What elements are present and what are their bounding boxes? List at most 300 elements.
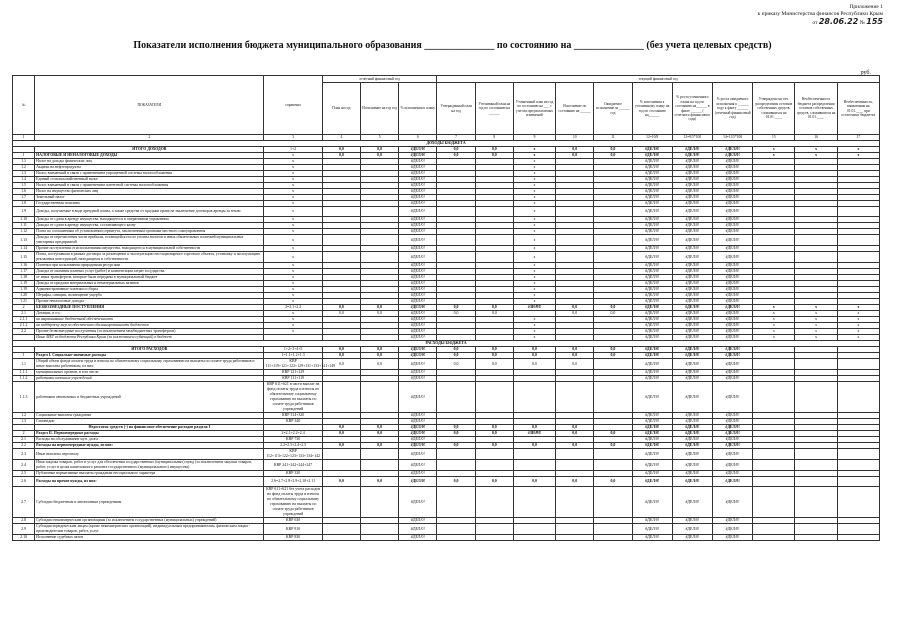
row-value (513, 524, 555, 535)
row-value (753, 382, 795, 413)
row-value: x (513, 207, 555, 217)
row-value: 0,0 (594, 305, 632, 311)
row-name: НАЛОГОВЫЕ И НЕНАЛОГОВЫЕ ДОХОДЫ (35, 153, 264, 159)
row-value: x (837, 317, 879, 323)
row-formula: 2=2.1+2.2+2.4 (264, 431, 322, 437)
row-value: #ДЕЛ/0! (713, 487, 753, 518)
row-value: #ДЕЛ/0! (713, 287, 753, 293)
row-formula: x (264, 287, 322, 293)
row-name: на выравнивание бюджетной обеспеченности (35, 317, 264, 323)
row-formula: КВР 314+320 (264, 413, 322, 419)
row-formula: КВР 340 (264, 419, 322, 425)
row-value: #ДЕЛ/0! (399, 376, 437, 382)
row-value: 0,0 (437, 431, 475, 437)
row-value: #ДЕЛ/0! (672, 229, 712, 235)
row-value: #ДЕЛ/0! (713, 275, 753, 281)
row-name: Субсидии бюджетным и автономным учреждениям (35, 487, 264, 518)
row-value: x (795, 317, 837, 323)
header-formula: справочно (264, 76, 322, 135)
row-value: #ДЕЛ/0! (399, 207, 437, 217)
handwritten-number: 155 (866, 17, 883, 26)
row-name: Платежи при пользовании природными ресурсами (35, 263, 264, 269)
row-formula: КВР 830 (264, 535, 322, 541)
table-row (13, 487, 880, 518)
row-value: #ДЕЛ/0! (399, 195, 437, 201)
row-name: Плата по соглашениям об установлении сервитута, заключенным органами местного самоуправления (35, 229, 264, 235)
row-value: #ДЕЛ/0! (713, 460, 753, 471)
row-value (753, 535, 795, 541)
row-number: 2.2 (13, 443, 35, 449)
row-value: #ДЕЛ/0! (672, 382, 712, 413)
row-value: #ДЕЛ/0! (672, 535, 712, 541)
row-value: #ДЕЛ/0! (672, 269, 712, 275)
row-value: #ДЕЛ/0! (672, 189, 712, 195)
row-value: #ДЕЛ/0! (399, 165, 437, 171)
row-number: 1.5 (13, 183, 35, 189)
row-value: 0,0 (322, 311, 360, 317)
row-number: 1.15 (13, 252, 35, 263)
row-value: #ДЕЛ/0! (399, 477, 437, 487)
row-value: #ДЕЛ/0! (672, 223, 712, 229)
row-name: БЕЗВОЗМЕЗДНЫЕ ПОСТУПЛЕНИЯ (35, 305, 264, 311)
row-value: #ДЕЛ/0! (672, 449, 712, 460)
row-value: x (837, 147, 879, 153)
row-value (556, 207, 594, 217)
row-number: 1.13 (13, 235, 35, 246)
row-value: #ДЕЛ/0! (632, 311, 672, 317)
header-subcol: % роста ожидаемого исполнения к ______ году к факту ______ (отчетный финансовый год) (713, 83, 753, 135)
row-value (556, 535, 594, 541)
row-value (594, 460, 632, 471)
row-value (753, 252, 795, 263)
row-value: #ДЕЛ/0! (399, 329, 437, 335)
row-value: 0,0 (360, 305, 398, 311)
row-number: 1.19 (13, 287, 35, 293)
row-value: #ДЕЛ/0! (672, 477, 712, 487)
row-value: x (753, 153, 795, 159)
row-value (795, 524, 837, 535)
row-value (437, 487, 475, 518)
row-number: 2.9 (13, 524, 35, 535)
row-value: x (795, 311, 837, 317)
row-value (513, 449, 555, 460)
row-value: #ДЕЛ/0! (713, 382, 753, 413)
row-value: 0,0 (513, 353, 555, 359)
row-value (322, 235, 360, 246)
row-value: x (795, 153, 837, 159)
row-value: #ДЕЛ/0! (399, 518, 437, 524)
row-value: #ДЕЛ/0! (713, 347, 753, 353)
row-value: #ДЕЛ/0! (672, 425, 712, 431)
row-value: #ДЕЛ/0! (713, 477, 753, 487)
row-formula: x (264, 165, 322, 171)
row-value: #ДЕЛ/0! (632, 535, 672, 541)
row-value (475, 235, 513, 246)
row-value (753, 449, 795, 460)
row-name: Государственная пошлина (35, 201, 264, 207)
row-name: Доходы от продажи материальных и нематериальных активов (35, 281, 264, 287)
row-value (360, 460, 398, 471)
row-value: #ДЕЛ/0! (632, 299, 672, 305)
row-name: Доходы от сдачи в аренду имущества, составляющего казну (35, 223, 264, 229)
row-formula: x (264, 217, 322, 223)
row-value: #ДЕЛ/0! (672, 305, 712, 311)
row-value: #ДЕЛ/0! (672, 323, 712, 329)
row-value: 0,0 (360, 311, 398, 317)
row-value: #ДЕЛ/0! (632, 524, 672, 535)
row-name: Доходы от оказания платных услуг (работ) и компенсации затрат государства (35, 269, 264, 275)
row-value: 0,0 (322, 477, 360, 487)
row-value (437, 535, 475, 541)
column-number: 11 (594, 135, 632, 141)
column-number: 15 (753, 135, 795, 141)
row-value: #ДЕЛ/0! (399, 299, 437, 305)
row-value: 0,0 (322, 431, 360, 437)
row-value: #ДЕЛ/0! (399, 419, 437, 425)
row-formula: 2=2.1+2.2 (264, 305, 322, 311)
row-name: Дотации, в т.ч.: (35, 311, 264, 317)
row-formula: x (264, 153, 322, 159)
row-value: 0,0 (475, 347, 513, 353)
row-value: x (753, 311, 795, 317)
row-name: Доходы от перечисления части прибыли, остающейся после уплаты налогов и иных обязательных платежей муниципальных унитарных предприятий (35, 235, 264, 246)
row-formula: КВР 630 (264, 518, 322, 524)
row-value: x (513, 269, 555, 275)
row-value: #ДЕЛ/0! (399, 269, 437, 275)
row-formula: КВР 810 (264, 524, 322, 535)
row-value: #ДЕЛ/0! (399, 171, 437, 177)
row-value: #ДЕЛ/0! (399, 252, 437, 263)
row-value: 0,0 (594, 477, 632, 487)
row-name: Социальные выплаты гражданам (35, 413, 264, 419)
row-value: x (513, 281, 555, 287)
row-value: 0,0 (475, 431, 513, 437)
row-number: 1.4 (13, 177, 35, 183)
row-value: #ДЕЛ/0! (632, 317, 672, 323)
row-value: #ЗНАЧ! (513, 431, 555, 437)
row-value: #ДЕЛ/0! (399, 246, 437, 252)
row-name: на поддержку мер по обеспечению сбалансированности бюджетов (35, 323, 264, 329)
row-value: #ДЕЛ/0! (632, 347, 672, 353)
row-value: x (513, 195, 555, 201)
column-number: 2 (35, 135, 264, 141)
row-value: #ДЕЛ/0! (399, 189, 437, 195)
row-value: #ДЕЛ/0! (632, 353, 672, 359)
row-value: 0,0 (437, 305, 475, 311)
row-value: #ДЕЛ/0! (672, 235, 712, 246)
column-number: 17 (837, 135, 879, 141)
row-value: 0,0 (437, 311, 475, 317)
row-value: #ДЕЛ/0! (713, 171, 753, 177)
row-value: x (837, 311, 879, 317)
row-value (556, 460, 594, 471)
row-value: #ДЕЛ/0! (713, 329, 753, 335)
row-value: 0,0 (594, 443, 632, 449)
row-value (837, 359, 879, 370)
row-value: #ДЕЛ/0! (399, 217, 437, 223)
row-value (437, 449, 475, 460)
row-value: 0,0 (322, 147, 360, 153)
row-value: x (513, 252, 555, 263)
row-value (594, 535, 632, 541)
row-name: Исполнение судебных актов (35, 535, 264, 541)
row-value (795, 477, 837, 487)
row-value (594, 235, 632, 246)
row-value (594, 207, 632, 217)
row-value: #ДЕЛ/0! (399, 305, 437, 311)
column-number: 4 (322, 135, 360, 141)
row-value: #ДЕЛ/0! (672, 353, 712, 359)
column-number: 10 (556, 135, 594, 141)
row-value: #ДЕЛ/0! (672, 275, 712, 281)
row-value: #ДЕЛ/0! (672, 246, 712, 252)
row-value: #ДЕЛ/0! (713, 443, 753, 449)
row-value: x (837, 335, 879, 341)
header-cur-year: текущий финансовый год (437, 76, 880, 83)
row-value (753, 359, 795, 370)
row-value: #ДЕЛ/0! (399, 275, 437, 281)
row-value: x (513, 263, 555, 269)
row-formula: 2.2=2.3+2.4+2.5 (264, 443, 322, 449)
table-body (13, 141, 880, 541)
row-value: #ДЕЛ/0! (672, 252, 712, 263)
row-value: x (513, 293, 555, 299)
row-value: #ДЕЛ/0! (672, 359, 712, 370)
row-name: Общий объем фонда оплаты труда и взносы по обязательному социальному страхованию на выплаты по оплате труда работников и иные выплаты работникам, из них: (35, 359, 264, 370)
row-number: 1.12 (13, 229, 35, 235)
row-value (753, 524, 795, 535)
row-formula: 1=1.1+1.2+1.3 (264, 353, 322, 359)
row-number: 1.3 (13, 171, 35, 177)
row-value: #ДЕЛ/0! (632, 287, 672, 293)
row-value (513, 487, 555, 518)
row-value: 0,0 (556, 147, 594, 153)
row-value: #ДЕЛ/0! (713, 165, 753, 171)
row-value: x (513, 147, 555, 153)
row-value: x (753, 317, 795, 323)
row-name: Прочие безвозмездные поступления (за исключением межбюджетных трансфертов) (35, 329, 264, 335)
row-value: #ДЕЛ/0! (713, 376, 753, 382)
row-value: x (513, 165, 555, 171)
header-prev-year: отчетный финансовый год (322, 76, 437, 83)
row-value: #ДЕЛ/0! (713, 518, 753, 524)
row-formula: x (264, 299, 322, 305)
header-subcol: Исполнение по состоянию на ______ (556, 83, 594, 135)
handwritten-date: 28.06.22 (818, 17, 859, 26)
row-number: 2.7 (13, 487, 35, 518)
row-value: #ДЕЛ/0! (713, 246, 753, 252)
row-value: x (513, 159, 555, 165)
row-name: Доходы от сдачи в аренду имущества, находящегося в оперативном управлении (35, 217, 264, 223)
row-number: 2 (13, 431, 35, 437)
row-value: x (513, 189, 555, 195)
row-value: #ДЕЛ/0! (672, 293, 712, 299)
column-number: 16 (795, 135, 837, 141)
row-value: x (513, 317, 555, 323)
row-value: x (513, 201, 555, 207)
row-value: #ДЕЛ/0! (399, 263, 437, 269)
row-formula: x (264, 263, 322, 269)
row-value: x (513, 299, 555, 305)
row-value: #ДЕЛ/0! (713, 153, 753, 159)
row-formula: КВР 121+129 (264, 370, 322, 376)
row-value: #ДЕЛ/0! (632, 359, 672, 370)
row-name: Субсидии некоммерческим организациям (за исключением государственных (муниципальных) учреждений) (35, 518, 264, 524)
column-number: 12=10/8 (632, 135, 672, 141)
row-value: #ДЕЛ/0! (399, 281, 437, 287)
document-title: Показатели исполнения бюджета муниципального образования ______________ по состоянию на ______________ (без учета целевых средств) (133, 40, 772, 51)
row-formula: КВР 611+621 в части выплат на фонд оплаты труда и взносы по обязательному социальному страхованию на выплаты по оплате труда работников учреждений (264, 382, 322, 413)
row-value: #ДЕЛ/0! (632, 281, 672, 287)
row-number: 1.1 (13, 359, 35, 370)
row-value: #ДЕЛ/0! (632, 177, 672, 183)
row-value: #ДЕЛ/0! (672, 171, 712, 177)
row-formula: x (264, 235, 322, 246)
row-value: 0,0 (475, 425, 513, 431)
row-formula: x (264, 317, 322, 323)
row-value: #ДЕЛ/0! (713, 223, 753, 229)
row-value (322, 535, 360, 541)
row-value: #ДЕЛ/0! (632, 305, 672, 311)
row-formula: x (264, 171, 322, 177)
row-name: Расходы на прочие нужды, из них: (35, 477, 264, 487)
row-value: 0,0 (556, 477, 594, 487)
row-value (837, 449, 879, 460)
row-value: 0,0 (322, 443, 360, 449)
row-value: 0,0 (513, 347, 555, 353)
row-value: #ДЕЛ/0! (399, 449, 437, 460)
row-value: #ДЕЛ/0! (632, 449, 672, 460)
table-row (13, 449, 880, 460)
row-value: 0,0 (322, 425, 360, 431)
row-value (753, 477, 795, 487)
row-value: #ДЕЛ/0! (399, 235, 437, 246)
table-row (13, 382, 880, 413)
row-formula: x (264, 201, 322, 207)
row-value (437, 524, 475, 535)
row-value (475, 252, 513, 263)
row-number: 1.8 (13, 201, 35, 207)
row-number: 2.2 (13, 329, 35, 335)
row-value (795, 207, 837, 217)
header-subcol: Исполнение на год год (360, 83, 398, 135)
row-value: #ДЕЛ/0! (399, 382, 437, 413)
row-value: #ДЕЛ/0! (713, 263, 753, 269)
row-value: 0,0 (360, 477, 398, 487)
row-value: 0,0 (475, 477, 513, 487)
row-value: #ДЕЛ/0! (672, 443, 712, 449)
row-value: #ДЕЛ/0! (632, 235, 672, 246)
row-value: 0,0 (437, 477, 475, 487)
row-value: #ДЕЛ/0! (632, 518, 672, 524)
row-number: 1.6 (13, 189, 35, 195)
row-value: x (513, 223, 555, 229)
row-value: #ДЕЛ/0! (632, 159, 672, 165)
row-value: 0,0 (437, 147, 475, 153)
row-value: 0,0 (556, 353, 594, 359)
row-value (837, 235, 879, 246)
row-value (322, 382, 360, 413)
row-value: 0,0 (360, 359, 398, 370)
row-value: 0,0 (322, 353, 360, 359)
row-name: Раздел II. Первоочередные расходы (35, 431, 264, 437)
row-formula: x (264, 252, 322, 263)
row-value (360, 524, 398, 535)
row-name: Расходы на первоочередные нужды, из них: (35, 443, 264, 449)
table-row (13, 535, 880, 541)
row-value: #ДЕЛ/0! (632, 382, 672, 413)
row-number: 1.9 (13, 207, 35, 217)
row-name: Публичные нормативные выплаты гражданам несоциального характера (35, 471, 264, 477)
row-value: #ДЕЛ/0! (713, 305, 753, 311)
row-number: 2 (13, 305, 35, 311)
row-value: #ДЕЛ/0! (399, 535, 437, 541)
row-number: 1 (13, 353, 35, 359)
row-value: x (513, 153, 555, 159)
row-name: Штрафы, санкции, возмещение ущерба (35, 293, 264, 299)
row-value: #ДЕЛ/0! (399, 335, 437, 341)
row-value: x (513, 235, 555, 246)
row-value: #ДЕЛ/0! (713, 299, 753, 305)
row-value: #ДЕЛ/0! (399, 524, 437, 535)
row-formula: x (264, 269, 322, 275)
row-value: #ДЕЛ/0! (399, 413, 437, 419)
row-value: 0,0 (556, 359, 594, 370)
row-value (753, 460, 795, 471)
row-formula: x (264, 177, 322, 183)
row-value: #ДЕЛ/0! (672, 183, 712, 189)
row-number: 1.1.3 (13, 382, 35, 413)
row-value: #ДЕЛ/0! (672, 419, 712, 425)
row-value: 0,0 (556, 425, 594, 431)
row-value: #ДЕЛ/0! (399, 317, 437, 323)
row-name: Налог на доходы физических лиц (35, 159, 264, 165)
row-number: 2.6 (13, 477, 35, 487)
row-value: #ДЕЛ/0! (399, 353, 437, 359)
table-row (13, 524, 880, 535)
row-value: #ДЕЛ/0! (672, 311, 712, 317)
row-formula: КВР 111+119 (264, 376, 322, 382)
row-name: Иные МБТ из бюджета Республики Крым (за исключением субвенций) в бюджет (35, 335, 264, 341)
row-value (795, 460, 837, 471)
row-value (475, 382, 513, 413)
appendix-date-line (683, 18, 883, 27)
row-value: #ДЕЛ/0! (632, 269, 672, 275)
row-value: #ДЕЛ/0! (713, 183, 753, 189)
row-value (837, 535, 879, 541)
row-value: #ДЕЛ/0! (399, 460, 437, 471)
row-formula: 2.6=2.7+2.8+2.9+2.10+2.11 (264, 477, 322, 487)
row-value: #ДЕЛ/0! (632, 201, 672, 207)
row-value (322, 252, 360, 263)
row-name: Акцизы на нефтепродукты (35, 165, 264, 171)
row-value: #ДЕЛ/0! (672, 177, 712, 183)
row-value: #ДЕЛ/0! (399, 471, 437, 477)
row-value: #ДЕЛ/0! (672, 413, 712, 419)
row-formula: x (264, 311, 322, 317)
row-value: #ДЕЛ/0! (632, 323, 672, 329)
header-subcol: Уточненный план на год по состоянию на ______ (475, 83, 513, 135)
appendix-block (683, 4, 883, 27)
row-value: #ДЕЛ/0! (672, 487, 712, 518)
row-name: работники казенных учреждений (35, 376, 264, 382)
row-value (837, 252, 879, 263)
row-value: #ДЕЛ/0! (672, 153, 712, 159)
row-value: #ДЕЛ/0! (632, 370, 672, 376)
row-value: #ДЕЛ/0! (632, 443, 672, 449)
row-formula: x (264, 229, 322, 235)
row-value: 0,0 (360, 431, 398, 437)
